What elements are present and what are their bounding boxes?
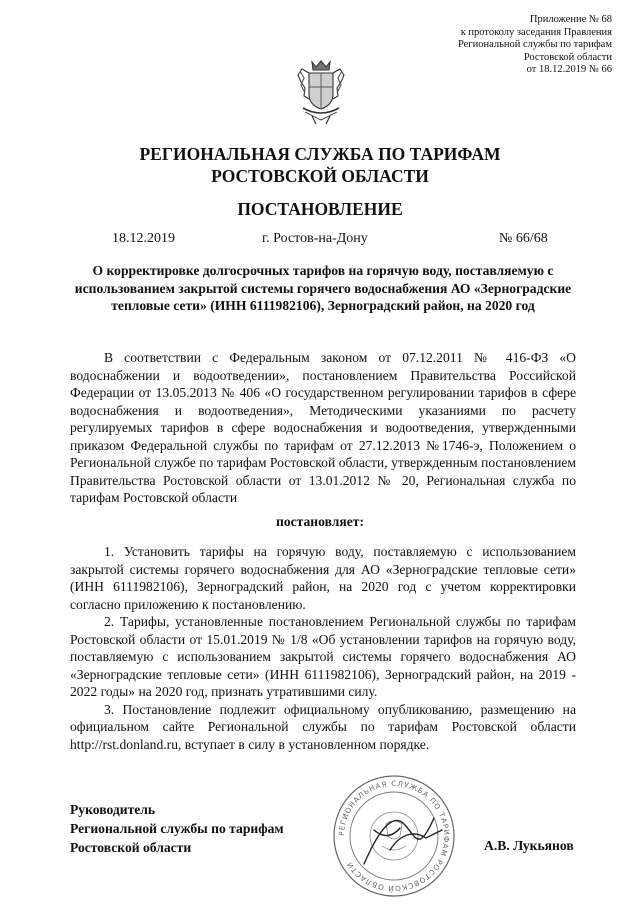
agency-line: РЕГИОНАЛЬНАЯ СЛУЖБА ПО ТАРИФАМ (139, 144, 501, 164)
document-type: ПОСТАНОВЛЕНИЕ (237, 199, 403, 219)
signatory-line: Руководитель (70, 802, 156, 817)
coat-of-arms-icon (292, 58, 350, 126)
decision-item: 3. Постановление подлежит официальному опубликованию, размещению на официальном сайте Региональной службы по тарифам Ростовской области http://rst.donland.ru, вступает в силу в установленном порядке. (70, 701, 576, 752)
decides-heading: постановляет: (276, 514, 364, 529)
preamble-paragraph: В соответствии с Федеральным законом от 07.12.2011 № 416-ФЗ «О водоснабжении и водоотведении», постановлением Правительства Российской Федерации от 13.05.2013 № 406 «О государственном регулировании тарифов в сфере водоснабжения и водоотведения», Методическими указаниями по расчету регулируемых тарифов в сфере водоснабжения и водоотведения, утвержденными приказом Федеральной службы по тарифам от 27.12.2013 №1746-э, Положением о Региональной службе по тарифам Ростовской области, утвержденным постановлением Правительства Ростовской области от 13.01.2012 № 20, Региональная служба по тарифам Ростовской области (70, 350, 576, 505)
svg-text:РЕГИОНАЛЬНАЯ СЛУЖБА ПО ТАРИФАМ (337, 779, 451, 893)
document-city: г. Ростов-на-Дону (262, 231, 368, 246)
signatory-line: Региональной службы по тарифам (70, 821, 284, 836)
document-date: 18.12.2019 (112, 231, 175, 246)
decision-items (70, 543, 576, 753)
preamble (70, 349, 576, 507)
appendix-line: к протоколу заседания Правления (460, 26, 612, 38)
official-seal-icon (330, 772, 458, 900)
seal-text: РЕГИОНАЛЬНАЯ СЛУЖБА ПО ТАРИФАМ РОСТОВСКОЙ ОБЛАСТИ (336, 778, 452, 894)
agency-name (0, 143, 640, 187)
appendix-line: Региональной службы по тарифам (457, 39, 612, 51)
document-number: № 66/68 (499, 231, 548, 246)
appendix-line: Приложение № 68 (529, 14, 612, 25)
appendix-line: Ростовской области (523, 51, 612, 63)
appendix-note (458, 14, 612, 77)
appendix-line: от 18.12.2019 № 66 (526, 64, 612, 76)
agency-line: РОСТОВСКОЙ ОБЛАСТИ (211, 166, 429, 186)
decision-item: 2. Тарифы, установленные постановлением Региональной службы по тарифам Ростовской области от 15.01.2019 № 1/8 «Об установлении тарифов на горячую воду, поставляемую с использованием закрытой системы горячего водоснабжения АО «Зерноградские тепловые сети» (ИНН 6111982106), Зерноградский район, на 2019 - 2022 годы» на 2020 год, признать утратившими силу. (70, 614, 576, 699)
signatory-name: А.В. Лукьянов (484, 838, 574, 853)
decision-item: 1. Установить тарифы на горячую воду, поставляемую с использованием закрытой системы горячего водоснабжения для АО «Зерноградские тепловые сети» (ИНН 6111982106), Зерноградский район, на 2020 год с учетом корректировки согласно приложению к постановлению. (70, 544, 576, 612)
signatory-line: Ростовской области (70, 840, 192, 855)
signatory-position (70, 800, 284, 857)
document-title: О корректировке долгосрочных тарифов на горячую воду, поставляемую с использованием закрытой системы горячего водоснабжения АО «Зерноградские тепловые сети» (ИНН 6111982106), Зерноградский район, на 2020 год (74, 263, 572, 313)
